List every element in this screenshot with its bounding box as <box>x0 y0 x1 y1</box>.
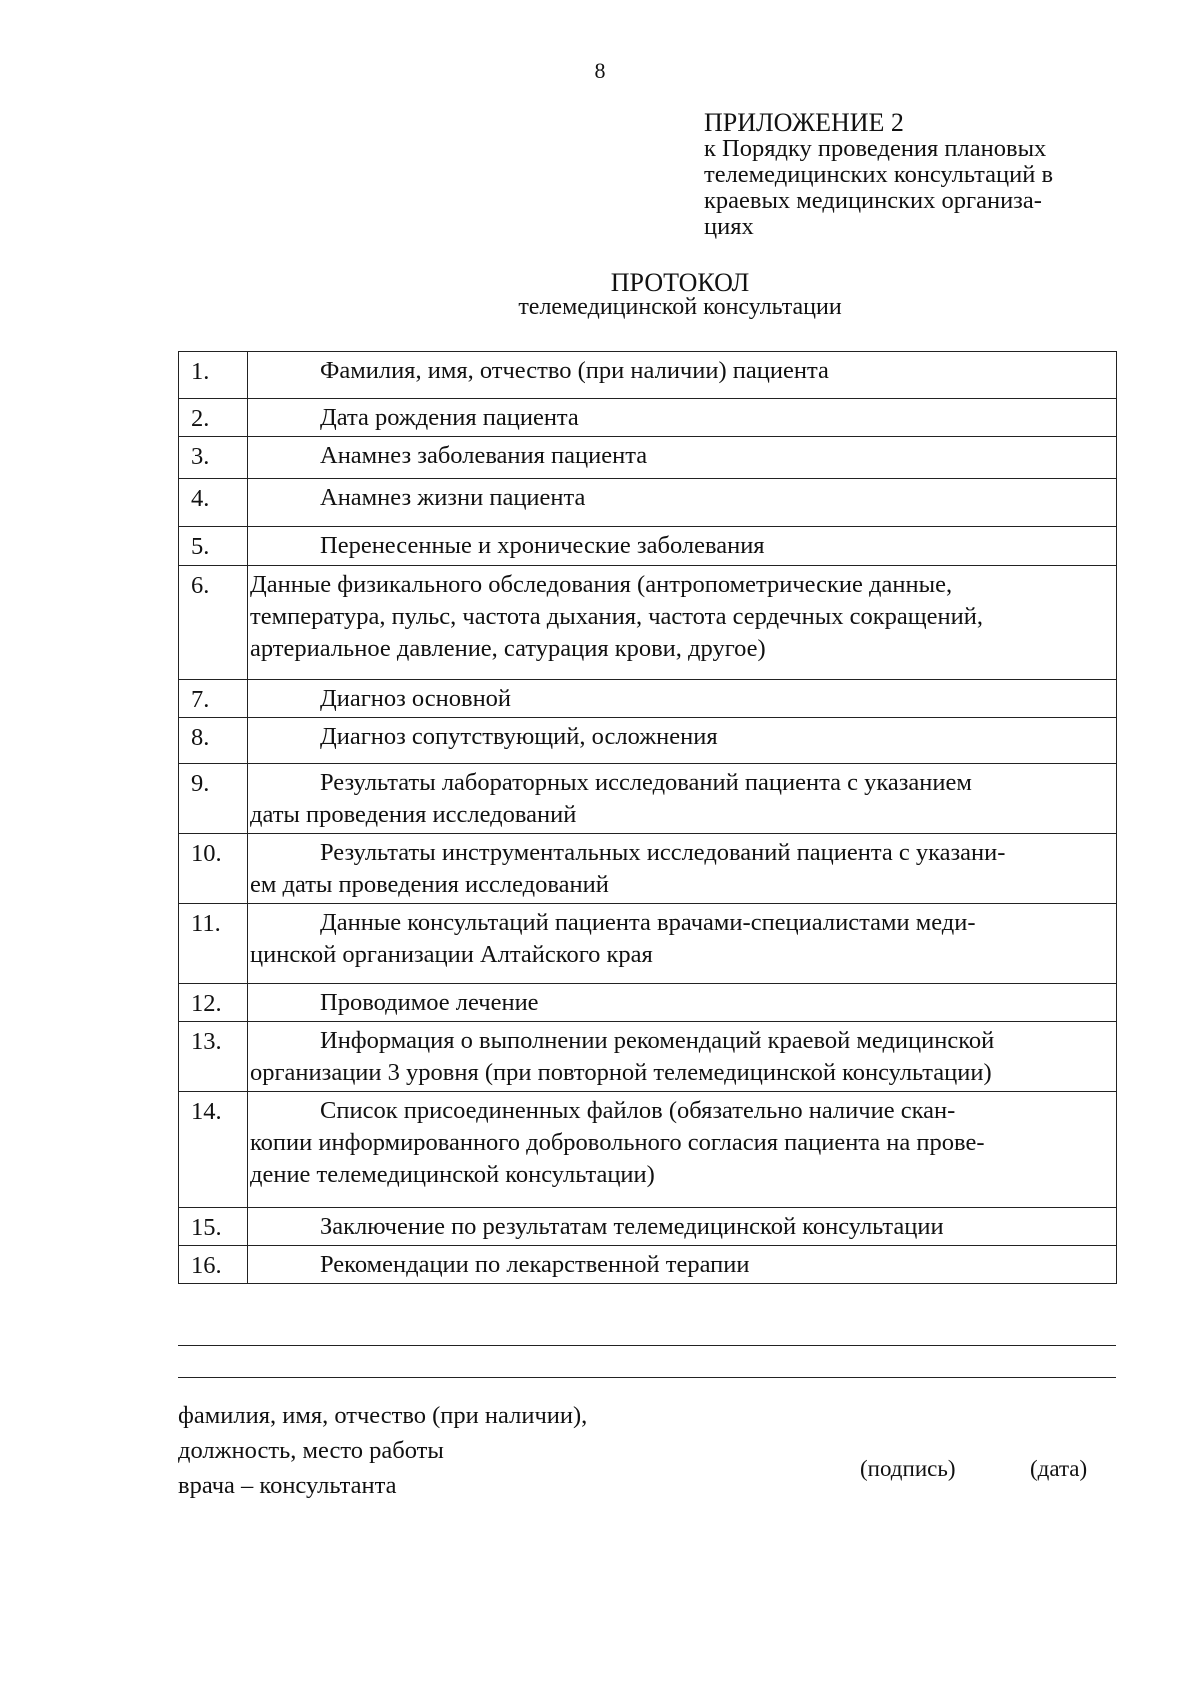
row-text-content: Перенесенные и хронические заболевания <box>320 532 765 559</box>
row-text-line <box>250 530 1112 562</box>
row-number: 11. <box>179 904 248 984</box>
row-text-line <box>250 355 1112 387</box>
table-row <box>179 399 1117 437</box>
row-text <box>248 1022 1117 1092</box>
row-text-content: Диагноз сопутствующий, осложнения <box>320 723 718 750</box>
table-row <box>179 834 1117 904</box>
row-text-content: Фамилия, имя, отчество (при наличии) пациента <box>320 357 829 384</box>
row-text-line: Данные физикального обследования (антропометрические данные, <box>250 571 953 598</box>
appendix-title: ПРИЛОЖЕНИЕ 2 <box>704 108 904 137</box>
appendix-line: циях <box>704 213 754 240</box>
row-text-content: Результаты инструментальных исследований пациента с указани- <box>320 839 1006 866</box>
row-text-line: цинской организации Алтайского края <box>250 941 653 968</box>
protocol-table <box>178 351 1117 1284</box>
row-number: 10. <box>179 834 248 904</box>
row-text-line <box>250 440 1112 472</box>
date-caption: (дата) <box>1030 1456 1088 1481</box>
row-text-line: ем даты проведения исследований <box>250 871 609 898</box>
row-text-content: Диагноз основной <box>320 685 512 712</box>
protocol-title: ПРОТОКОЛ <box>610 268 750 297</box>
page-number: 8 <box>594 58 606 83</box>
row-text <box>248 527 1117 566</box>
row-number: 12. <box>179 984 248 1022</box>
row-text-line <box>250 837 1112 869</box>
row-text-content: Результаты лабораторных исследований пациента с указанием <box>320 769 972 796</box>
row-text-content: Проводимое лечение <box>320 989 539 1016</box>
table-row <box>179 1022 1117 1092</box>
row-text <box>248 566 1117 680</box>
row-number: 13. <box>179 1022 248 1092</box>
row-text <box>248 680 1117 718</box>
appendix-line: телемедицинских консультаций в <box>704 161 1054 188</box>
row-text-line: копии информированного добровольного согласия пациента на прове- <box>250 1129 985 1156</box>
row-text-line <box>250 767 1112 799</box>
row-text <box>248 904 1117 984</box>
row-text <box>248 1092 1117 1208</box>
row-text-line <box>250 907 1112 939</box>
row-text <box>248 352 1117 399</box>
row-text-line: артериальное давление, сатурация крови, другое) <box>250 635 766 662</box>
row-number: 6. <box>179 566 248 680</box>
table-row <box>179 904 1117 984</box>
table-row <box>179 527 1117 566</box>
row-text <box>248 437 1117 479</box>
row-text-line <box>250 402 1112 434</box>
row-text-line: организации 3 уровня (при повторной телемедицинской консультации) <box>250 1059 992 1086</box>
table-row <box>179 984 1117 1022</box>
row-number: 14. <box>179 1092 248 1208</box>
row-text-line <box>250 482 1112 514</box>
row-number: 8. <box>179 718 248 764</box>
table-row <box>179 352 1117 399</box>
row-text-content: Информация о выполнении рекомендаций краевой медицинской <box>320 1027 995 1054</box>
table-row <box>179 437 1117 479</box>
doctor-info-line: врача – консультанта <box>178 1472 397 1499</box>
row-number: 9. <box>179 764 248 834</box>
signature-caption: (подпись) <box>860 1456 956 1481</box>
signature-line-top <box>178 1345 1116 1346</box>
row-text-line: даты проведения исследований <box>250 801 577 828</box>
row-text-line <box>250 1095 1112 1127</box>
row-text-content: Список присоединенных файлов (обязательно наличие скан- <box>320 1097 956 1124</box>
row-number: 4. <box>179 479 248 527</box>
row-number: 2. <box>179 399 248 437</box>
row-text <box>248 834 1117 904</box>
row-number: 7. <box>179 680 248 718</box>
row-text-line <box>250 1211 1112 1243</box>
row-text-content: Анамнез заболевания пациента <box>320 442 648 469</box>
table-row <box>179 718 1117 764</box>
protocol-table-body <box>179 352 1117 1284</box>
row-text-line: температура, пульс, частота дыхания, частота сердечных сокращений, <box>250 603 983 630</box>
row-text-content: Данные консультаций пациента врачами-специалистами меди- <box>320 909 976 936</box>
row-text-content: Заключение по результатам телемедицинской консультации <box>320 1213 944 1240</box>
table-row <box>179 764 1117 834</box>
row-text-content: Дата рождения пациента <box>320 404 579 431</box>
doctor-info-line: фамилия, имя, отчество (при наличии), <box>178 1402 588 1429</box>
appendix-line: к Порядку проведения плановых <box>704 135 1047 162</box>
row-number: 15. <box>179 1208 248 1246</box>
table-row <box>179 566 1117 680</box>
row-text-line <box>250 1249 1112 1281</box>
doctor-info-caption <box>178 1398 587 1503</box>
table-row <box>179 1092 1117 1208</box>
row-text-content: Анамнез жизни пациента <box>320 484 586 511</box>
row-text-line <box>250 683 1112 715</box>
table-row <box>179 1208 1117 1246</box>
row-text-line: дение телемедицинской консультации) <box>250 1161 655 1188</box>
signature-line-bottom <box>178 1377 1116 1378</box>
row-text <box>248 479 1117 527</box>
row-text-line <box>250 987 1112 1019</box>
row-number: 1. <box>179 352 248 399</box>
protocol-subtitle: телемедицинской консультации <box>518 294 842 320</box>
row-text <box>248 399 1117 437</box>
row-text <box>248 718 1117 764</box>
row-text <box>248 1208 1117 1246</box>
row-text <box>248 1246 1117 1284</box>
table-row <box>179 1246 1117 1284</box>
row-number: 16. <box>179 1246 248 1284</box>
row-number: 5. <box>179 527 248 566</box>
table-row <box>179 479 1117 527</box>
row-text-line <box>250 721 1112 753</box>
appendix-block <box>704 110 1124 240</box>
appendix-line: краевых медицинских организа- <box>704 187 1042 214</box>
doctor-info-line: должность, место работы <box>178 1437 444 1464</box>
row-text <box>248 984 1117 1022</box>
row-text-content: Рекомендации по лекарственной терапии <box>320 1251 750 1278</box>
row-number: 3. <box>179 437 248 479</box>
row-text-line <box>250 1025 1112 1057</box>
table-row <box>179 680 1117 718</box>
row-text <box>248 764 1117 834</box>
